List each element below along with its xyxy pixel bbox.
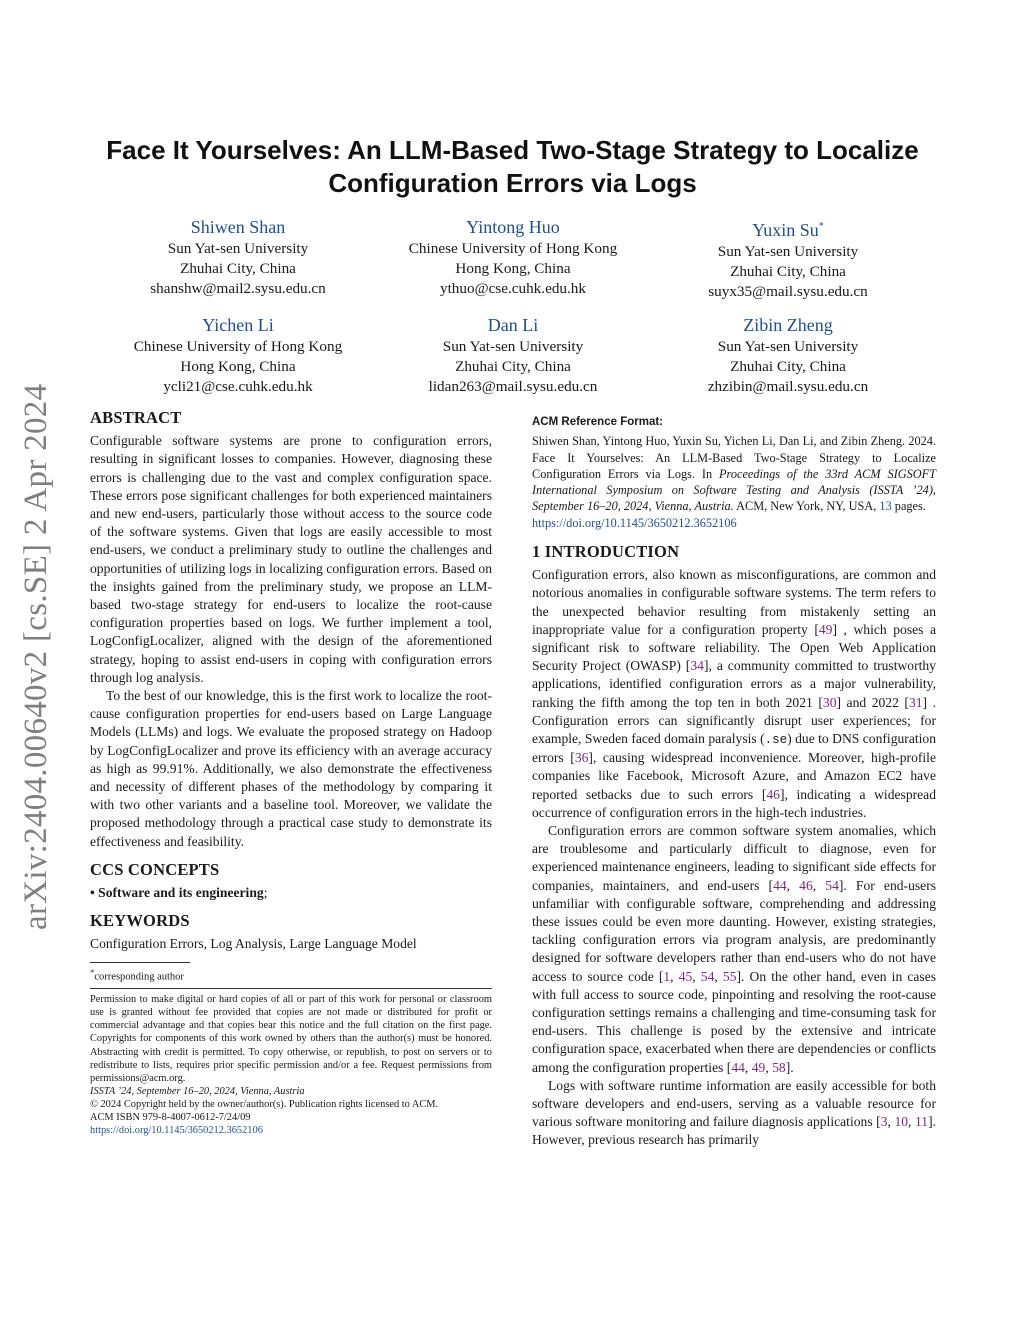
introduction-section: [532, 543, 936, 1150]
citation-link[interactable]: 45: [678, 968, 693, 984]
citation-link[interactable]: 31: [908, 694, 923, 710]
text-run: ]. However, previous research has primarily: [532, 1114, 937, 1148]
citation-link[interactable]: 1: [663, 968, 671, 984]
ccs-suffix: ;: [263, 885, 268, 901]
acm-reference-heading: ACM Reference Format:: [532, 416, 663, 428]
citation-link[interactable]: 54: [700, 968, 715, 984]
author-email: lidan263@mail.sysu.edu.cn: [428, 378, 598, 395]
author-block: [368, 314, 658, 397]
author-name-line: [643, 216, 933, 241]
isbn-text: ACM ISBN 979-8-4007-0612-7/24/09: [90, 1112, 251, 1124]
text-run: Configuration errors are common software system anomalies, which are troublesome and particularly difficult to diagnose, even for experienced maintenance engineers, leading to significant side effects for companies, maintainers, and end-users [: [532, 823, 936, 893]
citation-link[interactable]: 55: [722, 968, 737, 984]
citation-link[interactable]: 30: [822, 694, 837, 710]
author-block: [643, 216, 933, 302]
citation-link[interactable]: 44: [731, 1059, 745, 1075]
text-run: ,: [812, 877, 826, 893]
author-name: Yintong Huo: [466, 217, 560, 237]
author-affiliation: Sun Yat-sen University: [717, 243, 859, 260]
ccs-heading: CCS CONCEPTS: [90, 859, 220, 879]
author-affiliation: Sun Yat-sen University: [167, 240, 309, 257]
text-run: ], indicating a widespread occurrence of configuration errors in the high-tech industries.: [532, 786, 937, 820]
permission-block: [90, 993, 492, 1137]
acm-reference-proceedings: Proceedings of the 33rd ACM SIGSOFT International Symposium on Software Testing and Analysis (ISSTA ’24), September 16–20, 2024, Vienna, Austria.: [532, 466, 937, 514]
text-run: Configuration errors, also known as misconfigurations, are common and notorious anomalies in configurable software systems. The term refers to the unexpected behavior resulting from mistakenly setting an inappropriate value for a configuration property [: [532, 567, 936, 637]
footnote-text: corresponding author: [94, 971, 184, 983]
citation-link[interactable]: 34: [690, 658, 704, 674]
text-run: ]. For end-users unfamiliar with configurable software, comprehending and addressing these issues could be even more daunting. However, existing strategies, tackling configuration errors via program analysis, are predominantly designed for software developers rather than end-users who do not have access to source code [: [532, 877, 937, 984]
text-run: ,: [765, 1059, 773, 1075]
author-affiliation: Chinese University of Hong Kong: [133, 338, 343, 355]
text-run: ,: [908, 1114, 915, 1130]
author-block: [93, 216, 383, 299]
abstract-paragraph: Configurable software systems are prone to configuration errors, resulting in significant losses to companies. However, diagnosing these errors is challenging due to the vast and complex configuration space. These errors pose significant challenges for both experienced maintainers and new end-users, particularly those without access to the source code of the software systems. Given that logs are easily accessible to most end-users, we conduct a preliminary study to outline the challenges and opportunities of utilizing logs in localizing configuration errors. Based on the insights gained from the preliminary study, we propose an LLM-based two-stage strategy for end-users to localize the root-cause configuration properties based on logs. We further implement a tool, LogConfigLocalizer, aligned with the design of the aforementioned strategy, hoping to assist end-users in coping with configuration errors through log analysis.: [90, 433, 492, 685]
text-run: ] , which poses a significant risk to software reliability. The Open Web Application Security Project (OWASP) [: [532, 621, 937, 674]
acm-reference-doi-link[interactable]: https://doi.org/10.1145/3650212.3652106: [532, 515, 737, 530]
ccs-item: Software and its engineering: [98, 885, 264, 901]
abstract-paragraph: To the best of our knowledge, this is the first work to localize the root-cause configuration properties for end-users based on Large Language Models (LLMs) and logs. We evaluate the proposed strategy on Hadoop by LogConfigLocalizer and prove its efficiency with an average accuracy as high as 99.91%. Additionally, we also demonstrate the effectiveness and necessity of different phases of the methodology by comparing it with two other variants and a baseline tool. Moreover, we validate the proposed methodology through a practical case study to demonstrate its effectiveness and feasibility.: [90, 688, 492, 849]
citation-link[interactable]: 46: [799, 877, 813, 893]
citation-link[interactable]: 49: [818, 621, 833, 637]
author-affiliation: Sun Yat-sen University: [717, 338, 859, 355]
text-run: ].: [785, 1059, 794, 1075]
arxiv-watermark: arXiv:2404.00640v2 [cs.SE] 2 Apr 2024: [18, 383, 54, 930]
author-email: ythuo@cse.cuhk.edu.hk: [439, 280, 586, 297]
text-run: ,: [786, 877, 800, 893]
author-location: Zhuhai City, China: [730, 263, 846, 280]
author-affiliation: Chinese University of Hong Kong: [408, 240, 618, 257]
author-location: Hong Kong, China: [455, 260, 571, 277]
text-run: ,: [744, 1059, 752, 1075]
venue-text: ISSTA ’24, September 16–20, 2024, Vienna, Austria: [90, 1085, 305, 1097]
author-email: shanshw@mail2.sysu.edu.cn: [150, 280, 326, 297]
inline-code: .se: [764, 733, 788, 748]
author-name: Yuxin Su: [752, 220, 819, 240]
footnote-divider: [90, 962, 190, 963]
ccs-bullet: •: [90, 885, 95, 901]
citation-link[interactable]: 44: [773, 877, 787, 893]
author-location: Zhuhai City, China: [730, 358, 846, 375]
corresponding-marker: *: [818, 221, 824, 232]
doi-link[interactable]: https://doi.org/10.1145/3650212.3652106: [90, 1125, 263, 1137]
text-run: ] and 2022 [: [836, 694, 909, 710]
ccs-concepts: [90, 884, 492, 902]
right-column: [532, 413, 936, 1150]
copyright-text: © 2024 Copyright held by the owner/author(s). Publication rights licensed to ACM.: [90, 1098, 439, 1110]
acm-reference: [532, 433, 936, 531]
intro-paragraph: [532, 1077, 936, 1150]
text-run: ,: [692, 968, 701, 984]
author-block: [93, 314, 383, 397]
keywords-text: Configuration Errors, Log Analysis, Large Language Model: [90, 936, 417, 952]
text-run: ,: [670, 968, 679, 984]
text-run: ], a community committed to trustworthy applications, identified configuration errors as a major vulnerability, ranking the fifth among the top ten in both 2021 [: [532, 658, 936, 710]
acm-reference-publisher: ACM, New York, NY, USA,: [733, 499, 880, 514]
author-block: [643, 314, 933, 397]
author-email: suyx35@mail.sysu.edu.cn: [708, 283, 868, 300]
text-run: ) due to DNS configuration errors [: [532, 731, 936, 766]
citation-link[interactable]: 11: [914, 1114, 929, 1130]
text-run: ], causing widespread inconvenience. Moreover, high-profile companies like Facebook, Microsoft Azure, and Amazon EC2 have reported setbacks due to such errors [: [532, 750, 936, 802]
intro-paragraph: [532, 822, 936, 1077]
abstract-heading: ABSTRACT: [90, 408, 182, 427]
footnote-marker: *: [90, 966, 95, 977]
author-affiliation: Sun Yat-sen University: [442, 338, 584, 355]
citation-link[interactable]: 10: [894, 1114, 909, 1130]
author-name: Shiwen Shan: [190, 217, 286, 237]
text-run: ,: [714, 968, 723, 984]
intro-paragraph: [532, 566, 936, 822]
permission-divider: [90, 988, 492, 989]
author-location: Zhuhai City, China: [455, 358, 571, 375]
paper-title: Face It Yourselves: An LLM-Based Two-Stage Strategy to Localize Configuration Errors via Logs: [106, 135, 919, 198]
text-run: Logs with software runtime information are easily accessible for both software developers and end-users, serving as a valuable resource for various software monitoring and failure diagnosis applications [: [532, 1077, 936, 1130]
citation-link[interactable]: 36: [574, 750, 589, 766]
keywords-heading: KEYWORDS: [90, 911, 190, 931]
citation-link[interactable]: 3: [880, 1114, 888, 1130]
acm-reference-pages-suffix: pages.: [891, 499, 926, 514]
pages-link[interactable]: 13: [879, 499, 892, 514]
permission-text: Permission to make digital or hard copies of all or part of this work for personal or classroom use is granted without fee provided that copies are not made or distributed for profit or commercial advantage and that copies bear this notice and the full citation on the first page. Copyrights for components of this work owned by others than the author(s) must be honored. Abstracting with credit is permitted. To copy otherwise, or republish, to post on servers or to redistribute to lists, requires prior specific permission and/or a fee. Request permissions from permissions@acm.org.: [90, 994, 492, 1084]
author-name: Yichen Li: [202, 315, 274, 335]
introduction-heading: 1 INTRODUCTION: [532, 541, 680, 561]
text-run: ,: [887, 1114, 895, 1130]
author-name: Dan Li: [487, 315, 539, 335]
author-email: ycli21@cse.cuhk.edu.hk: [163, 378, 313, 395]
acm-reference-authors: Shiwen Shan, Yintong Huo, Yuxin Su, Yichen Li, Dan Li, and Zibin Zheng. 2024. Face It Yourselves: An LLM-Based Two-Stage Strategy to Localize Configuration Errors via Logs. In: [532, 434, 936, 481]
citation-link[interactable]: 54: [825, 877, 839, 893]
citation-link[interactable]: 49: [751, 1059, 766, 1075]
author-block: [368, 216, 658, 299]
author-location: Zhuhai City, China: [180, 260, 296, 277]
citation-link[interactable]: 46: [766, 786, 780, 802]
footnote: [90, 966, 492, 984]
left-column: [90, 409, 492, 1137]
text-run: ]. On the other hand, even in cases with full access to source code, pinpointing and resolving the root-cause configuration settings remains a challenging and time-consuming task for end-users. This challenge is posed by the extensive and intricate configuration space, exacerbated when there are dependencies or conflicts among the configuration properties [: [532, 968, 937, 1075]
author-email: zhzibin@mail.sysu.edu.cn: [707, 378, 869, 395]
citation-link[interactable]: 58: [772, 1059, 786, 1075]
author-name: Zibin Zheng: [743, 315, 833, 335]
text-run: ] . Configuration errors can significantly disrupt user experiences; for example, Sweden faced domain paralysis (: [532, 694, 937, 747]
author-location: Hong Kong, China: [180, 358, 296, 375]
